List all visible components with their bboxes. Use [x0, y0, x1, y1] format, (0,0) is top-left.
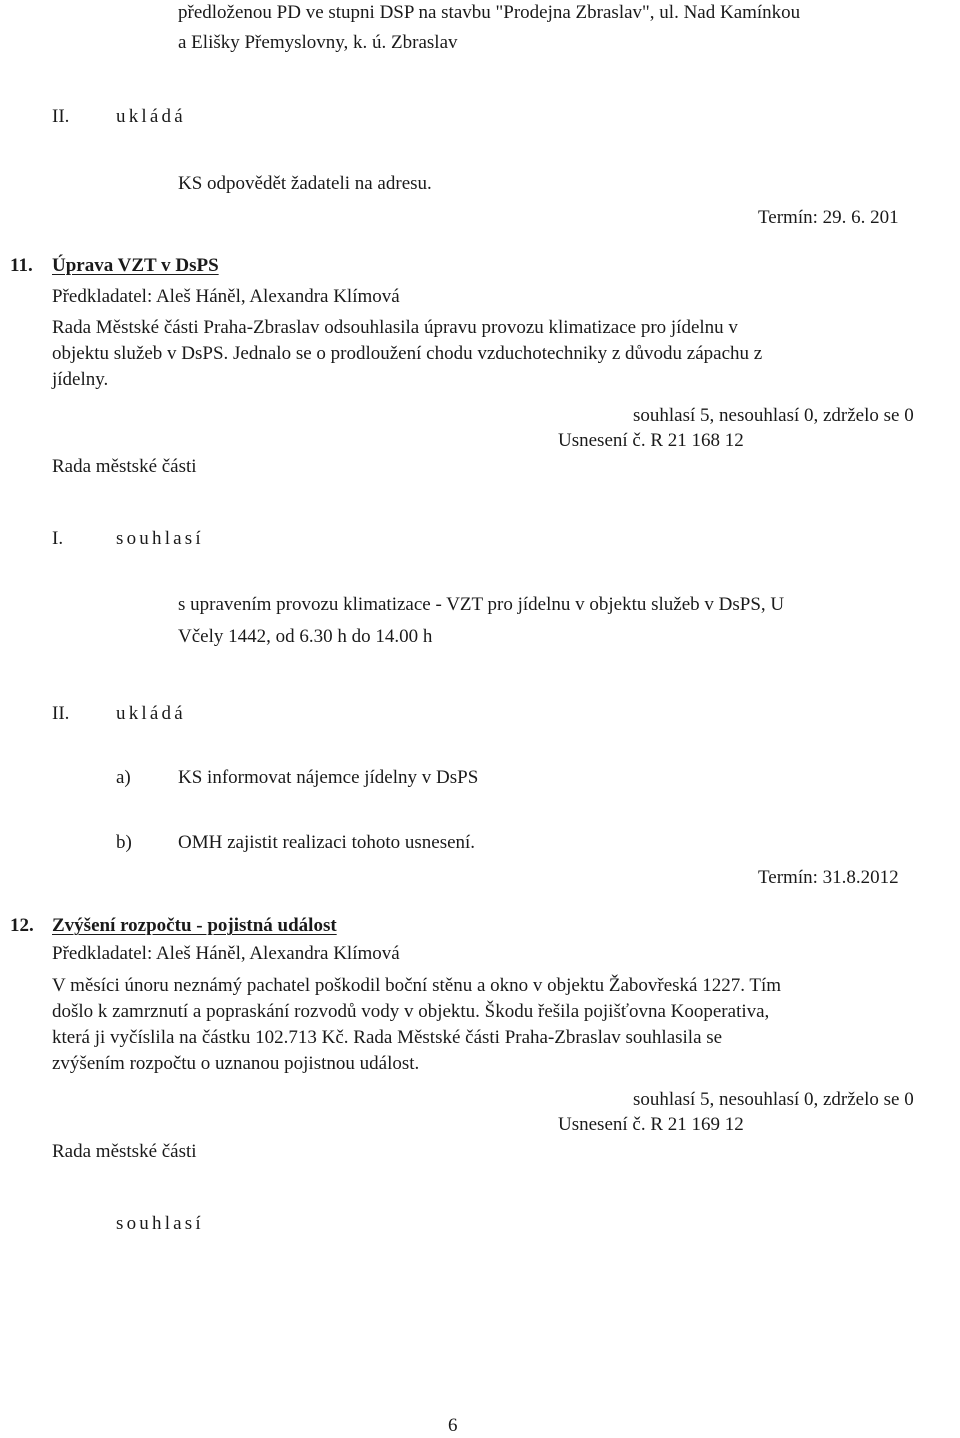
council-label: Rada městské části [52, 456, 197, 477]
vote-result: souhlasí 5, nesouhlasí 0, zdrželo se 0 [633, 1089, 914, 1110]
section-title: souhlasí [116, 528, 204, 549]
deadline: Termín: 29. 6. 201 [758, 207, 899, 228]
section-number: II. [52, 703, 70, 724]
item-title: Zvýšení rozpočtu - pojistná událost [52, 915, 337, 936]
section-number: I. [52, 528, 64, 549]
item-number: 12. [10, 915, 34, 936]
body-line: zvýšením rozpočtu o uznanou pojistnou událost. [52, 1053, 420, 1074]
resolution-number: Usnesení č. R 21 169 12 [558, 1114, 744, 1135]
task-label: b) [116, 832, 132, 853]
section-title: ukládá [116, 703, 186, 724]
section-title: ukládá [116, 106, 186, 127]
deadline: Termín: 31.8.2012 [758, 867, 899, 888]
task-label: a) [116, 767, 131, 788]
body-line: došlo k zamrznutí a popraskání rozvodů vody v objektu. Škodu řešila pojišťovna Kooperativa, [52, 1001, 770, 1022]
body-line: jídelny. [52, 369, 109, 390]
item-number: 11. [10, 255, 33, 276]
body-line: Rada Městské části Praha-Zbraslav odsouhlasila úpravu provozu klimatizace pro jídelnu v [52, 317, 738, 338]
task-text: KS informovat nájemce jídelny v DsPS [178, 767, 479, 788]
page-number: 6 [448, 1415, 458, 1436]
body-line: objektu služeb v DsPS. Jednalo se o prodloužení chodu vzduchotechniky z důvodu zápachu z [52, 343, 763, 364]
presenters: Předkladatel: Aleš Háněl, Alexandra Klímová [52, 286, 400, 307]
item-title: Úprava VZT v DsPS [52, 255, 219, 276]
council-label: Rada městské části [52, 1141, 197, 1162]
section-text: Včely 1442, od 6.30 h do 14.00 h [178, 626, 433, 647]
task-text: OMH zajistit realizaci tohoto usnesení. [178, 832, 476, 853]
resolution-number: Usnesení č. R 21 168 12 [558, 430, 744, 451]
section-number: II. [52, 106, 70, 127]
body-line: V měsíci únoru neznámý pachatel poškodil boční stěnu a okno v objektu Žabovřeská 1227. Tím [52, 975, 782, 996]
body-line: která ji vyčíslila na částku 102.713 Kč. Rada Městské části Praha-Zbraslav souhlasila se [52, 1027, 723, 1048]
section-text: s upravením provozu klimatizace - VZT pro jídelnu v objektu služeb v DsPS, U [178, 594, 785, 615]
intro-line-2: a Elišky Přemyslovny, k. ú. Zbraslav [178, 32, 458, 53]
presenters: Předkladatel: Aleš Háněl, Alexandra Klímová [52, 943, 400, 964]
intro-line-1: předloženou PD ve stupni DSP na stavbu "Prodejna Zbraslav", ul. Nad Kamínkou [178, 2, 801, 23]
vote-result: souhlasí 5, nesouhlasí 0, zdrželo se 0 [633, 405, 914, 426]
task-text: KS odpovědět žadateli na adresu. [178, 173, 432, 194]
section-title: souhlasí [116, 1213, 204, 1234]
